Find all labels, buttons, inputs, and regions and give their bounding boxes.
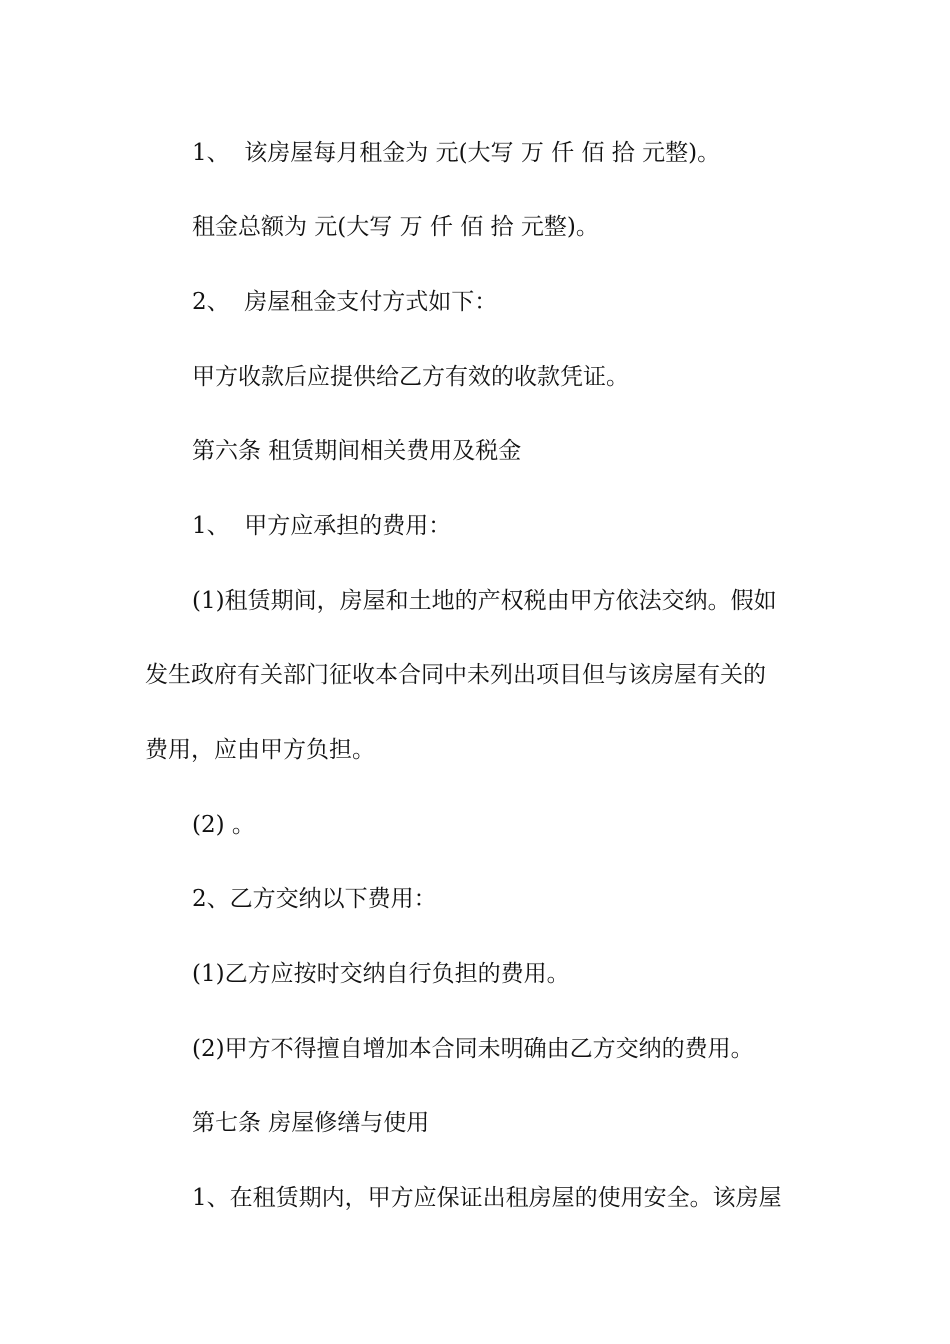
paragraph-line: (2)甲方不得擅自增加本合同未明确由乙方交纳的费用。 (192, 1036, 754, 1062)
paragraph-line: 费用，应由甲方负担。 (145, 737, 375, 763)
paragraph-line: 租金总额为 元(大写 万 仟 佰 拾 元整)。 (192, 214, 599, 240)
paragraph-line: (1)乙方应按时交纳自行负担的费用。 (192, 961, 570, 987)
paragraph-line: 1、在租赁期内，甲方应保证出租房屋的使用安全。该房屋 (192, 1185, 782, 1211)
section-heading: 第七条 房屋修缮与使用 (192, 1110, 430, 1136)
paragraph-line: 甲方收款后应提供给乙方有效的收款凭证。 (192, 364, 629, 390)
paragraph-line: 1、 该房屋每月租金为 元(大写 万 仟 佰 拾 元整)。 (192, 140, 721, 166)
paragraph-line: 2、 房屋租金支付方式如下： (192, 289, 498, 315)
paragraph-line: 发生政府有关部门征收本合同中未列出项目但与该房屋有关的 (145, 662, 766, 688)
paragraph-line: (1)租赁期间，房屋和土地的产权税由甲方依法交纳。假如 (192, 588, 777, 614)
paragraph-line: 2、乙方交纳以下费用： (192, 886, 437, 912)
section-heading: 第六条 租赁期间相关费用及税金 (192, 438, 522, 464)
paragraph-line: 1、 甲方应承担的费用： (192, 513, 452, 539)
paragraph-line: (2) 。 (192, 812, 255, 838)
